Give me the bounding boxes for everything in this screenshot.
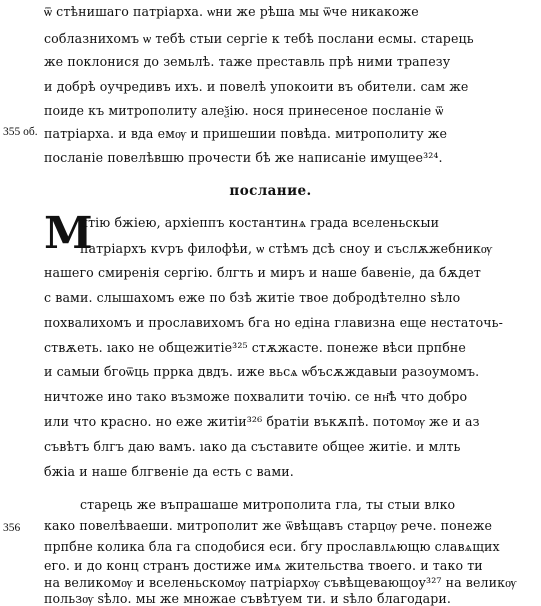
text-line: патріархъ кѵръ филофѣи, ѡ стѣмъ дсѣ сноу и съслѫжебникѹ [80, 241, 493, 256]
text-line: посланіе повелѣвшю прочести бѣ же написаніе имущее³²⁴. [44, 150, 443, 165]
text-line: ствѫеть. ıако не общежитіе³²⁵ стѫжасте. понеже вѣси прпбне [44, 340, 466, 355]
text-line: како повелѣваеши. митрополит же ѿвѣщавъ старцѹ рече. понеже [44, 518, 493, 533]
text-line: прпбне колика бла га сподобися еси. бгу прославлѧющю славѧщих [44, 539, 500, 554]
text-line: и самыи бгоѿць пррка двдъ. иже вьсѧ ѡбъсѫждавыи разоумомъ. [44, 364, 480, 379]
text-line: на великомѹ и вселеньскомѹ патріархѹ съвѣщевающоу³²⁷ на великѹ [44, 575, 517, 590]
text-line: же поклонися до земьлѣ. таже преставль прѣ ними трапезу [44, 54, 451, 69]
margin-note-folio: 355 об. [3, 126, 38, 138]
text-line: поиде къ митрополиту алеѯію. нося принесеное посланіе ѿ [44, 103, 444, 118]
text-line: старець же въпрашаше митрополита гла, ты стыи влко [80, 497, 456, 512]
margin-note-page: 356 [3, 522, 21, 534]
text-line: ѿ стѣнишаго патріарха. ѡни же рѣша мы ѿче никакоже [44, 4, 419, 19]
text-line: его. и до конц странъ достиже имѧ жительства твоего. и тако ти [44, 558, 483, 573]
text-line: с вами. слышахомъ еже по бзѣ житіе твое добродѣтелно ѕѣло [44, 290, 461, 305]
text-line: соблазнихомъ ѡ тебѣ стыи сергіе к тебѣ послани есмы. старець [44, 31, 474, 46]
text-line: бжіа и наше блгвеніе да есть с вами. [44, 464, 294, 479]
text-line: нашего смиренія сергію. блгть и миръ и наше бавеніе, да бѫдет [44, 265, 481, 280]
text-line: пользѹ ѕѣло. мы же множае съвѣтуем ти. и ѕѣло благодари. [44, 591, 451, 606]
text-line: съвѣтъ блгъ даю вамъ. ıако да съставите общее житіе. и млть [44, 439, 461, 454]
text-line: похвалихомъ и прославихомъ бга но едіна главизна еще нестаточь- [44, 315, 503, 330]
text-line: лтію бжіею, архіеппъ костантинѧ града вселеньскыи [80, 215, 440, 230]
text-line: патріарха. и вда емѹ и пришешии повѣда. митрополиту же [44, 126, 448, 141]
text-line: и добрѣ оучредивъ ихъ. и повелѣ упокоити въ обители. сам же [44, 79, 469, 94]
drop-initial: М [44, 208, 93, 259]
text-line: ничтоже ино тако възможе похвалити точію. се нн҃ѣ что добро [44, 389, 468, 404]
text-line: или что красно. но еже житіи³²⁶ братіи въкѫпѣ. потомѹ же и аз [44, 414, 480, 429]
section-heading: послание. [229, 183, 312, 199]
